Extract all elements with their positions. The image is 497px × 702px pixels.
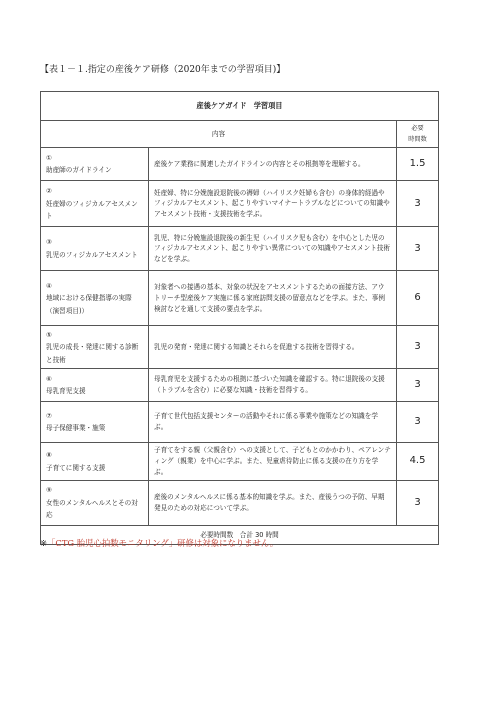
table-row	[41, 369, 439, 402]
item-name: 母子保健事業・施策	[46, 424, 106, 433]
item-name: 子育てに関する支援	[46, 463, 106, 472]
item-number: ⑥	[46, 374, 52, 383]
footnote	[40, 537, 278, 549]
header-hours-line2: 時間数	[408, 136, 427, 144]
item-name-cell	[41, 271, 149, 326]
item-name: 乳児のフィジカルアセスメント	[46, 250, 138, 259]
item-name: 女性のメンタルヘルスとその対応	[46, 498, 138, 520]
table-row	[41, 181, 439, 227]
item-hours: 3	[397, 227, 439, 271]
total-hours: 必要時間数 合計 30 時間	[41, 525, 439, 544]
table-header-row	[41, 121, 439, 148]
item-hours: 1.5	[397, 148, 439, 181]
table-row	[41, 227, 439, 271]
item-number: ③	[46, 238, 52, 247]
item-name-cell	[41, 480, 149, 525]
footnote-text: 「CTG 胎児心拍数モニタリング」研修は対象になりません。	[47, 538, 279, 548]
item-description: 子育てをする親（父親含む）への支援として、子どもとのかかわり、ペアレンティング（親業）を中心に学ぶ。また、児童虐待防止に係る支援の在り方を学ぶ。	[149, 443, 397, 481]
table-row	[41, 480, 439, 525]
item-number: ⑤	[46, 330, 52, 339]
item-name: 助産師のガイドライン	[46, 166, 112, 175]
table-title-row	[41, 92, 439, 121]
item-description: 妊産婦、特に分娩施設退院後の褥婦（ハイリスク妊婦も含む）の身体的経過やフィジカルアセスメント、起こりやすいマイナートラブルなどについての知識やアセスメント技術・支援技術を学ぶ。	[149, 181, 397, 227]
item-name-cell	[41, 181, 149, 227]
item-name: 妊産婦のフィジカルアセスメント	[46, 199, 138, 221]
item-name-cell	[41, 326, 149, 369]
item-name-cell	[41, 148, 149, 181]
learning-items-table	[40, 91, 439, 545]
item-name-cell	[41, 443, 149, 481]
item-number: ②	[46, 187, 52, 196]
item-description: 母乳育児を支援するための根拠に基づいた知識を確認する。特に退院後の支援（トラブルを含む）に必要な知識・技術を習得する。	[149, 369, 397, 402]
item-name: 母乳育児支援	[46, 387, 86, 396]
item-number: ⑦	[46, 411, 52, 420]
item-name-cell	[41, 227, 149, 271]
item-description: 乳児、特に分娩施設退院後の新生児（ハイリスク児も含む）を中心とした児のフィジカルアセスメント、起こりやすい異常についての知識やアセスメント技術などを学ぶ。	[149, 227, 397, 271]
item-hours: 3	[397, 326, 439, 369]
item-hours: 6	[397, 271, 439, 326]
table-row	[41, 402, 439, 443]
item-name-cell	[41, 369, 149, 402]
item-hours: 3	[397, 480, 439, 525]
item-number: ①	[46, 153, 52, 162]
table-title: 産後ケアガイド 学習項目	[41, 92, 439, 121]
table-row	[41, 326, 439, 369]
table-caption: 【表１－１.指定の産後ケア研修（2020年までの学習項目)】	[40, 65, 286, 75]
footnote-mark: ※	[40, 538, 48, 548]
item-number: ④	[46, 281, 52, 290]
item-name-cell	[41, 402, 149, 443]
item-hours: 3	[397, 369, 439, 402]
item-name: 地域における保健指導の実際（演習項目)）	[46, 294, 132, 315]
table-row	[41, 148, 439, 181]
item-name: 乳児の成長・発達に関する診断と技術	[46, 343, 139, 364]
header-hours-line1: 必要	[411, 125, 424, 132]
item-description: 産後のメンタルヘルスに係る基本的知識を学ぶ。また、産後うつの予防、早期発見のための対応について学ぶ。	[149, 480, 397, 525]
header-hours	[397, 121, 439, 148]
item-description: 乳児の発育・発達に関する知識とそれらを促進する技術を習得する。	[149, 326, 397, 369]
item-hours: 3	[397, 402, 439, 443]
table-row	[41, 443, 439, 481]
item-number: ⑧	[46, 451, 52, 460]
item-description: 対象者への接遇の基本、対象の状況をアセスメントするための面接方法、アウトリーチ型産後ケア実施に係る家庭訪問支援の留意点などを学ぶ。また、事例検討などを通して支援の要点を学ぶ。	[149, 271, 397, 326]
item-description: 産後ケア業務に関連したガイドラインの内容とその根拠等を理解する。	[149, 148, 397, 181]
item-description: 子育て世代包括支援センターの活動やそれに係る事業や施策などの知識を学ぶ。	[149, 402, 397, 443]
item-hours: 4.5	[397, 443, 439, 481]
item-hours: 3	[397, 181, 439, 227]
table-row	[41, 271, 439, 326]
header-content: 内容	[41, 121, 397, 148]
item-number: ⑨	[46, 486, 52, 495]
